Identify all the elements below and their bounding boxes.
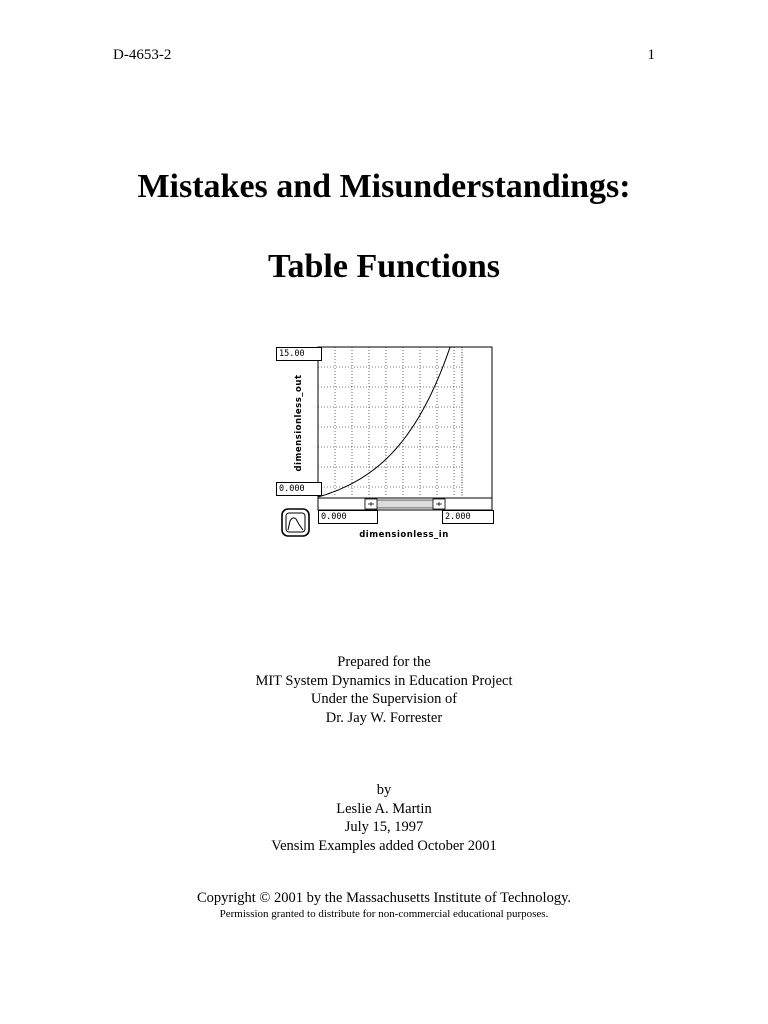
y-axis-label: dimensionless_out <box>294 374 304 472</box>
table-function-graph-icon <box>282 509 309 536</box>
prepared-line-4: Dr. Jay W. Forrester <box>325 709 443 726</box>
y-min-label[interactable]: 0.000 <box>276 482 322 496</box>
author-note: Vensim Examples added October 2001 <box>271 837 497 854</box>
author-name: Leslie A. Martin <box>336 800 432 817</box>
prepared-for-block <box>0 653 768 727</box>
scroll-handle-right-icon <box>433 499 445 509</box>
x-min-label[interactable]: 0.000 <box>318 510 378 524</box>
prepared-line-3: Under the Supervision of <box>310 691 458 707</box>
copyright-block <box>0 889 768 921</box>
copyright-line: Copyright © 2001 by the Massachusetts Institute of Technology. <box>196 890 572 906</box>
scroll-handle-left-icon <box>365 499 377 509</box>
page-number: 1 <box>647 47 655 63</box>
author-by: by <box>376 782 392 798</box>
table-function-figure <box>274 345 504 545</box>
document-subtitle: Table Functions <box>267 248 501 285</box>
prepared-line-2: MIT System Dynamics in Education Project <box>255 672 513 689</box>
document-id: D-4653-2 <box>113 47 172 63</box>
prepared-line-1: Prepared for the <box>337 654 431 670</box>
permission-line: Permission granted to distribute for non-commercial educational purposes. <box>219 908 549 920</box>
author-block <box>0 781 768 855</box>
document-title: Mistakes and Misunderstandings: <box>137 168 631 205</box>
x-max-label[interactable]: 2.000 <box>442 510 494 524</box>
x-axis-label: dimensionless_in <box>359 530 449 540</box>
author-date: July 15, 1997 <box>344 819 424 835</box>
y-max-label[interactable]: 15.00 <box>276 347 322 361</box>
